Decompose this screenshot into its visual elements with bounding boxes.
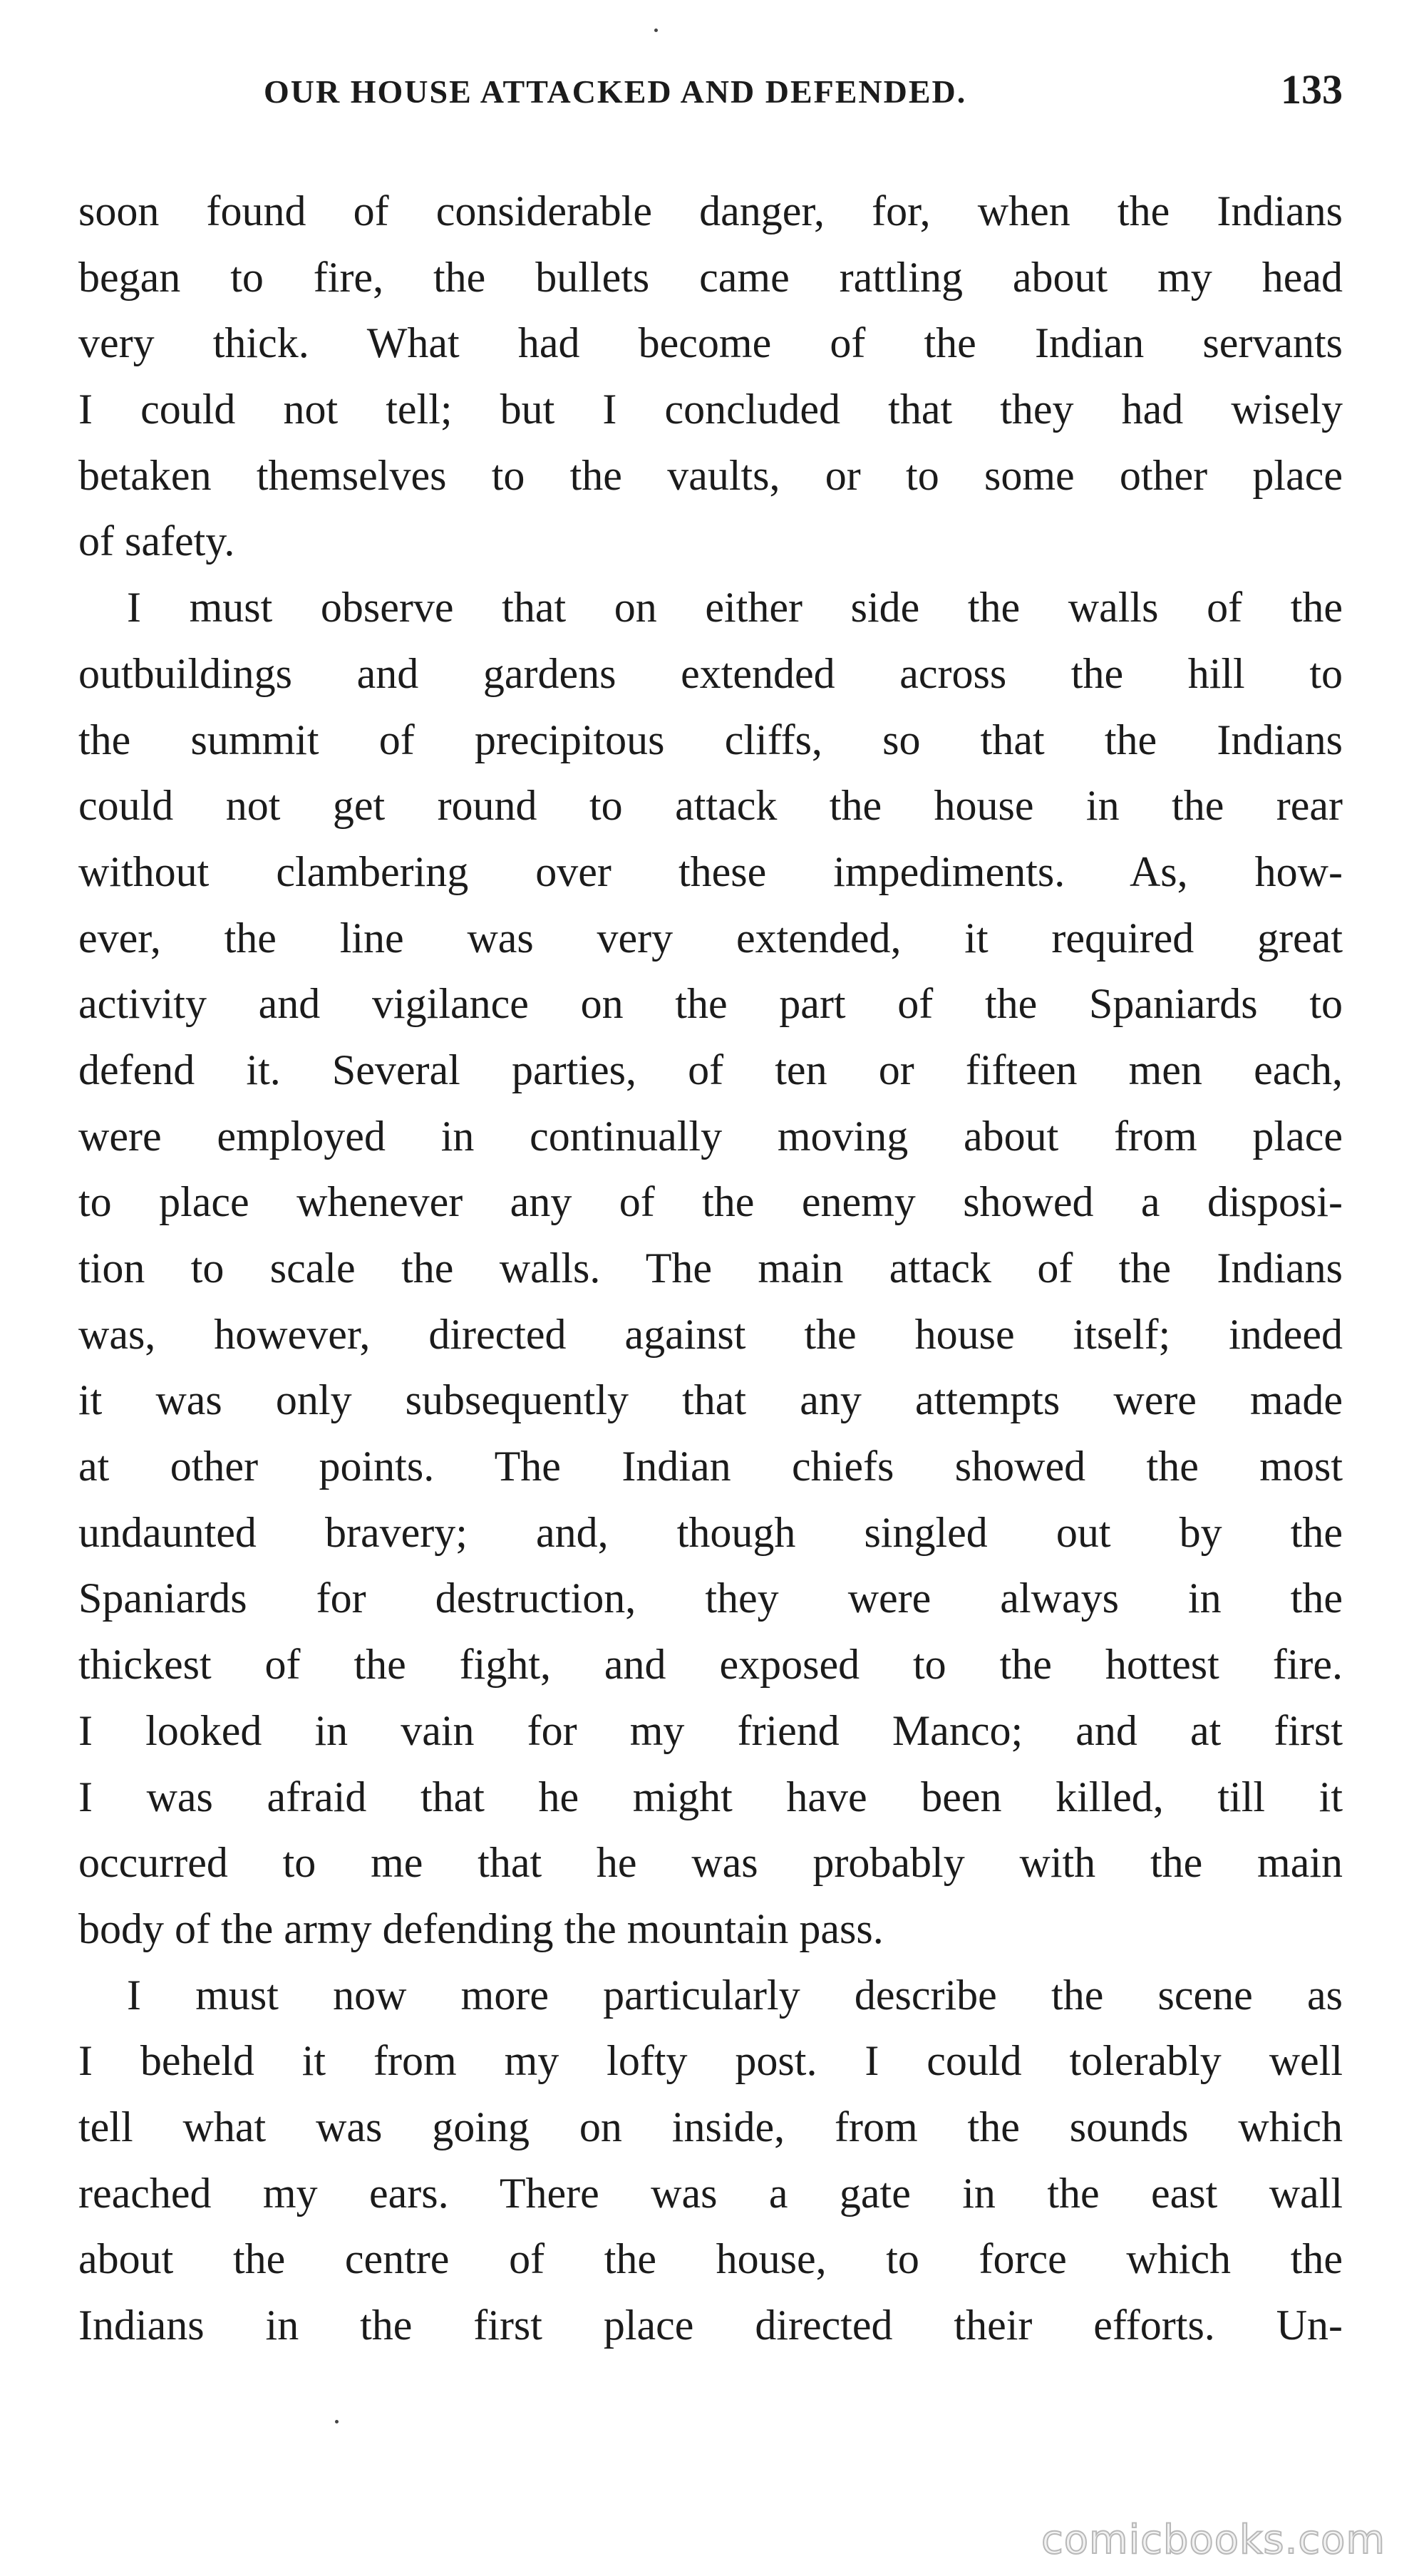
text-line: I must now more particularly describe the scene as bbox=[127, 1971, 1343, 2019]
text-line: was, however, directed against the house itself; indeed bbox=[78, 1310, 1343, 1358]
text-line: undaunted bravery; and, though singled out by the bbox=[78, 1508, 1343, 1556]
body-text bbox=[78, 178, 1343, 2359]
text-line: Spaniards for destruction, they were always in the bbox=[78, 1575, 1343, 1622]
text-line: I looked in vain for my friend Manco; and at first bbox=[78, 1706, 1343, 1754]
text-line: the summit of precipitous cliffs, so that the Indians bbox=[78, 716, 1343, 763]
text-line: thickest of the fight, and exposed to the hottest fire. bbox=[78, 1641, 1343, 1689]
page-header bbox=[78, 66, 1343, 123]
text-line: occurred to me that he was probably with the main bbox=[78, 1839, 1343, 1887]
text-line: Indians in the first place directed their efforts. Un- bbox=[78, 2302, 1343, 2349]
text-line: activity and vigilance on the part of the Spaniards to bbox=[78, 980, 1343, 1028]
text-line: at other points. The Indian chiefs showed the most bbox=[78, 1443, 1343, 1490]
text-line: were employed in continually moving about from place bbox=[78, 1112, 1343, 1160]
text-line: reached my ears. There was a gate in the east wall bbox=[78, 2169, 1343, 2217]
text-line: I beheld it from my lofty post. I could tolerably well bbox=[78, 2037, 1343, 2085]
text-line: it was only subsequently that any attempts were made bbox=[78, 1376, 1343, 1424]
text-line: without clambering over these impediments. As, how- bbox=[78, 847, 1343, 895]
text-line: I could not tell; but I concluded that they had wisely bbox=[78, 386, 1343, 433]
text-line: about the centre of the house, to force which the bbox=[78, 2235, 1343, 2283]
text-line: I must observe that on either side the walls of the bbox=[127, 584, 1343, 632]
text-line: outbuildings and gardens extended across the hill to bbox=[78, 649, 1343, 697]
print-speck bbox=[654, 29, 658, 32]
text-line: I was afraid that he might have been killed, till it bbox=[78, 1773, 1343, 1820]
text-line: tell what was going on inside, from the sounds which bbox=[78, 2103, 1343, 2150]
watermark: comicbooks.com bbox=[1041, 2517, 1385, 2563]
text-line: to place whenever any of the enemy showed a disposi- bbox=[78, 1178, 1343, 1226]
text-line: betaken themselves to the vaults, or to some other place bbox=[78, 451, 1343, 499]
text-line: tion to scale the walls. The main attack of the Indians bbox=[78, 1245, 1343, 1292]
text-line: could not get round to attack the house in the rear bbox=[78, 782, 1343, 830]
text-line: of safety. bbox=[78, 517, 235, 565]
print-speck bbox=[335, 2420, 339, 2423]
text-line: very thick. What had become of the Indian servants bbox=[78, 319, 1343, 367]
text-line: began to fire, the bullets came rattling about my head bbox=[78, 253, 1343, 301]
text-line: body of the army defending the mountain pass. bbox=[78, 1905, 884, 1952]
text-line: ever, the line was very extended, it required great bbox=[78, 914, 1343, 962]
text-line: defend it. Several parties, of ten or fifteen men each, bbox=[78, 1046, 1343, 1093]
text-line: soon found of considerable danger, for, when the Indians bbox=[78, 187, 1343, 235]
running-head: OUR HOUSE ATTACKED AND DEFENDED. bbox=[264, 73, 967, 110]
page-number: 133 bbox=[1281, 66, 1343, 113]
